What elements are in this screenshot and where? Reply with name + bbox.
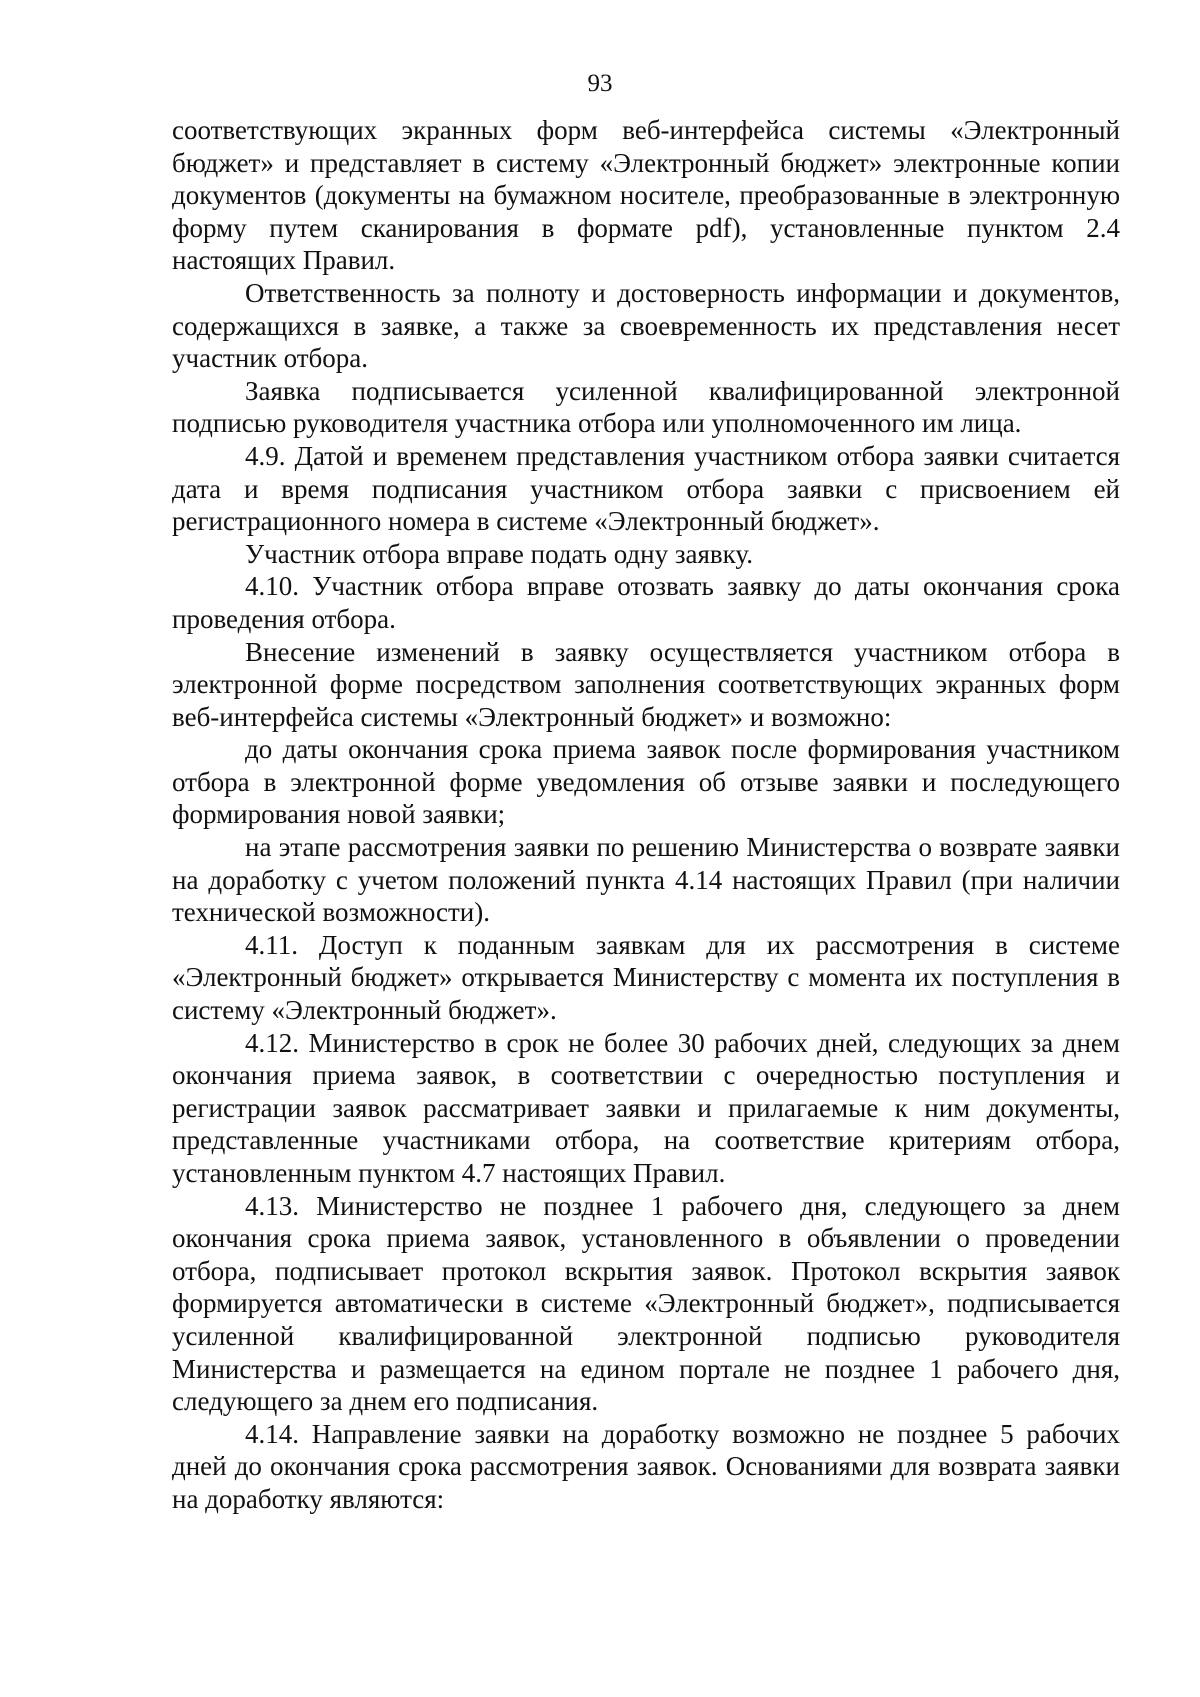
paragraph-signature: Заявка подписывается усиленной квалифицированной электронной подписью руководителя участника отбора или уполномоченного им лица. — [172, 375, 1120, 439]
paragraph-4-11: 4.11. Доступ к поданным заявкам для их рассмотрения в системе «Электронный бюджет» открывается Министерству с момента их поступления в систему «Электронный бюджет». — [172, 929, 1120, 1026]
page-number: 93 — [587, 70, 613, 97]
paragraph-4-14: 4.14. Направление заявки на доработку возможно не позднее 5 рабочих дней до окончания срока рассмотрения заявок. Основаниями для возврата заявки на доработку являются: — [172, 1418, 1120, 1514]
paragraph-continuation: соответствующих экранных форм веб-интерфейса системы «Электронный бюджет» и представляет в систему «Электронный бюджет» электронные копии документов (документы на бумажном носителе, преобразованные в электронную форму путем сканирования в формате pdf), установленные пунктом 2.4 настоящих Правил. — [172, 115, 1120, 276]
paragraph-responsibility: Ответственность за полноту и достоверность информации и документов, содержащихся в заявке, а также за своевременность их представления несет участник отбора. — [172, 277, 1120, 374]
paragraph-one-application: Участник отбора вправе подать одну заявку. — [245, 538, 753, 569]
paragraph-4-9: 4.9. Датой и временем представления участником отбора заявки считается дата и время подписания участником отбора заявки с присвоением ей регистрационного номера в системе «Электронный бюджет». — [172, 440, 1120, 537]
paragraph-changes-option-1: до даты окончания срока приема заявок после формирования участником отбора в электронной форме уведомления об отзыве заявки и последующего формирования новой заявки; — [172, 734, 1120, 830]
document-body — [172, 114, 1120, 1516]
paragraph-changes: Внесение изменений в заявку осуществляется участником отбора в электронной форме посредством заполнения соответствующих экранных форм веб-интерфейса системы «Электронный бюджет» и возможно: — [172, 636, 1120, 732]
paragraph-4-12: 4.12. Министерство в срок не более 30 рабочих дней, следующих за днем окончания приема заявок, в соответствии с очередностью поступления и регистрации заявок рассматривает заявки и прилагаемые к ним документы, представленные участниками отбора, на соответствие критериям отбора, установленным пунктом 4.7 настоящих Правил. — [172, 1027, 1120, 1188]
paragraph-4-10: 4.10. Участник отбора вправе отозвать заявку до даты окончания срока проведения отбора. — [172, 571, 1120, 634]
paragraph-changes-option-2: на этапе рассмотрения заявки по решению Министерства о возврате заявки на доработку с учетом положений пункта 4.14 настоящих Правил (при наличии технической возможности). — [172, 832, 1120, 928]
paragraph-4-13: 4.13. Министерство не позднее 1 рабочего дня, следующего за днем окончания срока приема заявок, установленного в объявлении о проведении отбора, подписывает протокол вскрытия заявок. Протокол вскрытия заявок формируется автоматически в системе «Электронный бюджет», подписывается усиленной квалифицированной электронной подписью руководителя Министерства и размещается на едином портале не позднее 1 рабочего дня, следующего за днем его подписания. — [172, 1190, 1120, 1417]
